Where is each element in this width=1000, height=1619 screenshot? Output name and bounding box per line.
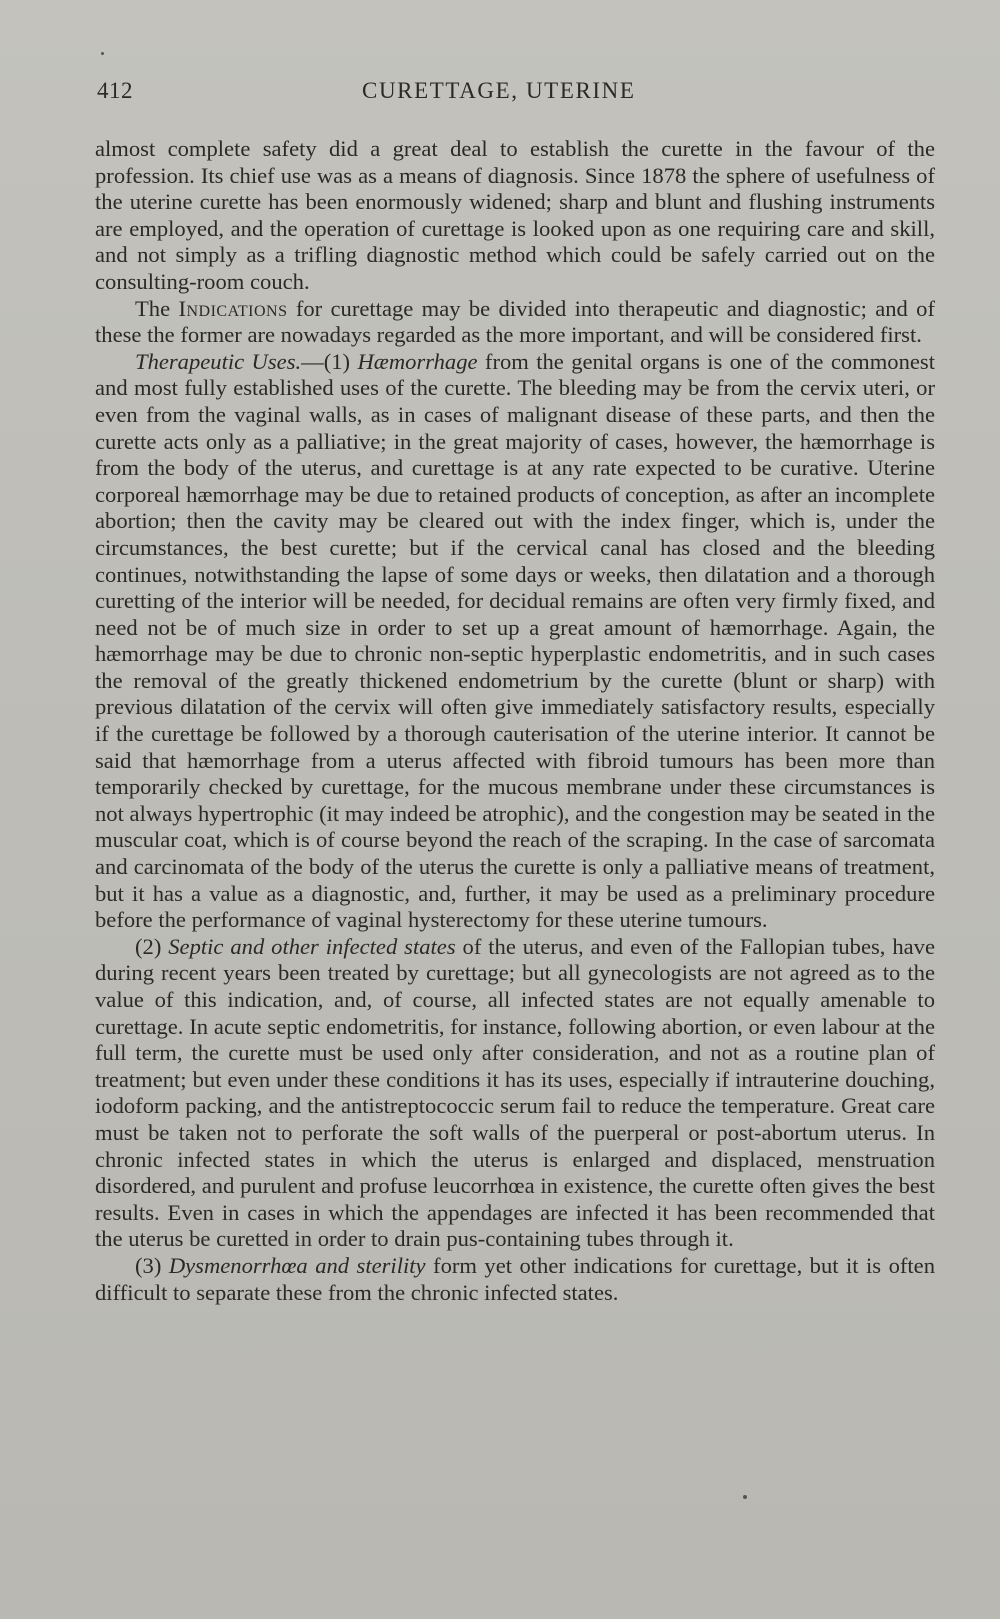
italic-term: Dysmenorrhœa and sterility [168, 1252, 426, 1278]
paragraph-lead: (2) [135, 933, 169, 959]
italic-term: Hæmorrhage [357, 348, 478, 374]
paragraph-2 [95, 296, 935, 349]
paragraph-lead: The [135, 295, 179, 321]
paragraph-connector: —(1) [301, 348, 358, 374]
paragraph-text: of the uterus, and even of the Fallopian tubes, have during recent years been treated by curettage; but all gynecologists are not agreed as to the value of this indication, and, of course, all infected states are not equally amenable to curettage. In acute septic endometritis, for instance, following abortion, or even labour at the full term, the curette must be used only after consideration, and not as a routine plan of treatment; but even under these conditions it has its uses, especially if intrauterine douching, iodoform packing, and the antistreptococcic serum fail to reduce the temperature. Great care must be taken not to perforate the soft walls of the puerperal or post-abortum uterus. In chronic infected states in which the uterus is enlarged and displaced, menstruation disordered, and purulent and profuse leucorrhœa in existence, the curette often gives the best results. Even in cases in which the appendages are infected it has been recommended that the uterus be curetted in order to drain pus-containing tubes through it. [95, 933, 935, 1252]
indications-heading: Indications [178, 295, 288, 321]
italic-term: Septic and other infected states [168, 933, 456, 959]
body-text [95, 136, 935, 1306]
paragraph-text: from the genital organs is one of the commonest and most fully established uses of the curette. The bleeding may be from the cervix uteri, or even from the vaginal walls, as in cases of malignant disease of these parts, and then the curette acts only as a palliative; in the great majority of cases, however, the hæmorrhage is from the body of the uterus, and curettage is at any rate expected to be curative. Uterine corporeal hæmorrhage may be due to retained products of conception, as after an incomplete abortion; then the cavity may be cleared out with the index finger, which is, under the circumstances, the best curette; but if the cervical canal has closed and the bleeding continues, notwithstanding the lapse of some days or weeks, then dilatation and a thorough curetting of the interior will be needed, for decidual remains are often very firmly fixed, and need not be of much size in order to set up a great amount of hæmorrhage. Again, the hæmorrhage may be due to chronic non-septic hyperplastic endometritis, and in such cases the removal of the greatly thickened endometrium by the curette (blunt or sharp) with previous dilatation of the cervix will often give immediately satisfactory results, especially if the curettage be followed by a thorough cauterisation of the uterine interior. It cannot be said that hæmorrhage from a uterus affected with fibroid tumours has been more than temporarily checked by curettage, for the mucous membrane under these circumstances is not always hypertrophic (it may indeed be atrophic), and the congestion may be seated in the muscular coat, which is of course beyond the reach of the scraping. In the case of sarcomata and carcinomata of the body of the uterus the curette is only a palliative means of treatment, but it has a value as a diagnostic, and, further, it may be used as a preliminary procedure before the performance of vaginal hysterectomy for these uterine tumours. [95, 348, 935, 933]
paragraph-text: for curettage may be divided into therapeutic and diagnostic; and of these the former are nowadays regarded as the more important, and will be considered first. [95, 295, 935, 348]
paragraph-text: almost complete safety did a great deal to establish the curette in the favour of the profession. Its chief use was as a means of diagnosis. Since 1878 the sphere of usefulness of the uterine curette has been enormously widened; sharp and blunt and flushing instruments are employed, and the operation of curettage is looked upon as one requiring care and skill, and not simply as a trifling diagnostic method which could be safely carried out on the consulting-room couch. [95, 136, 935, 294]
page-header [97, 78, 920, 112]
paper-speck [101, 52, 104, 55]
running-head: CURETTAGE, UTERINE [362, 78, 636, 103]
section-heading-therapeutic-uses: Therapeutic Uses. [135, 348, 302, 374]
paragraph-lead: (3) [135, 1252, 169, 1278]
paragraph-1 [95, 136, 935, 296]
page-number: 412 [97, 78, 133, 103]
paragraph-4 [95, 934, 935, 1253]
paragraph-3 [95, 349, 935, 934]
paragraph-text: form yet other indications for curettage, but it is often difficult to separate these from the chronic infected states. [95, 1252, 935, 1305]
paragraph-5 [95, 1253, 935, 1306]
paper-speck [743, 1495, 747, 1499]
